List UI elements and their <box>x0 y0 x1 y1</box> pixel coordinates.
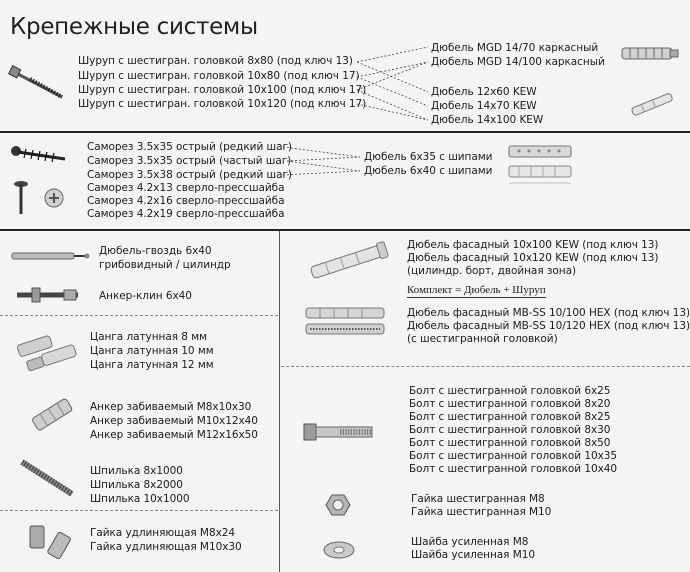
list-item: Болт с шестигранной головкой 6х25 <box>409 385 611 397</box>
list-item: грибовидный / цилиндр <box>99 259 231 271</box>
list-item: Гайка удлиняющая М10х30 <box>90 541 242 553</box>
hex-bolt-icon <box>300 421 376 443</box>
section-divider <box>0 315 278 316</box>
connector-lines <box>0 130 690 190</box>
list-item: Саморез 3.5х38 острый (редкий шаг) <box>87 169 292 181</box>
list-item: Саморез 3.5х35 острый (редкий шаг) <box>87 141 292 153</box>
list-item: Шуруп с шестигран. головкой 10х80 (под ключ 17) <box>78 70 360 82</box>
list-item: Цанга латунная 10 мм <box>90 345 214 357</box>
list-item: Шпилька 10х1000 <box>90 493 190 505</box>
threaded-rod-icon <box>18 458 76 498</box>
list-item: Саморез 4.2х19 сверло-прессшайба <box>87 208 285 220</box>
list-item: Цанга латунная 12 мм <box>90 359 214 371</box>
list-item: Болт с шестигранной головкой 10х35 <box>409 450 618 462</box>
list-item: Анкер забиваемый М10х12х40 <box>90 415 258 427</box>
wedge-anchor-icon <box>12 282 82 308</box>
list-item: Дюбель MGD 14/100 каркасный <box>431 56 605 68</box>
list-item: Дюбель-гвоздь 6х40 <box>99 245 212 257</box>
list-item: Шуруп с шестигран. головкой 8х80 (под ключ 13) <box>78 55 353 67</box>
list-item: Гайка шестигранная М8 <box>411 493 545 505</box>
list-item: Шайба усиленная М8 <box>411 536 529 548</box>
page-title: Крепежные системы <box>10 14 258 40</box>
list-item: Дюбель фасадный 10х100 KEW (под ключ 13) <box>407 239 659 251</box>
spiked-dowel-icon <box>505 142 580 190</box>
list-item: Дюбель 6х40 с шипами <box>364 165 493 177</box>
section-divider <box>0 229 690 231</box>
connector-lines <box>0 0 690 140</box>
list-item: Цанга латунная 8 мм <box>90 331 207 343</box>
column-divider <box>279 231 280 572</box>
list-item: Гайка удлиняющая М8х24 <box>90 527 235 539</box>
list-item: Шуруп с шестигран. головкой 10х100 (под ключ 17) <box>78 84 367 96</box>
list-item: Дюбель фасадный MB-SS 10/100 HEX (под ключ 13) <box>407 307 690 319</box>
list-item: Болт с шестигранной головкой 8х30 <box>409 424 611 436</box>
brass-collet-icon <box>14 330 84 372</box>
list-item: Анкер-клин 6х40 <box>99 290 192 302</box>
kit-note: Комплект = Дюбель + Шуруп <box>407 284 546 296</box>
section-divider <box>281 366 690 367</box>
list-item: Шуруп с шестигран. головкой 10х120 (под ключ 17) <box>78 98 367 110</box>
hex-nut-icon <box>325 493 351 517</box>
list-item: Саморез 4.2х13 сверло-прессшайба <box>87 182 285 194</box>
nail-dowel-icon <box>10 249 90 263</box>
list-item: Дюбель фасадный 10х120 KEW (под ключ 13) <box>407 252 659 264</box>
list-item: Шпилька 8х1000 <box>90 465 183 477</box>
list-item: Болт с шестигранной головкой 8х50 <box>409 437 611 449</box>
list-item: Дюбель 14х70 KEW <box>431 100 537 112</box>
list-item: Болт с шестигранной головкой 10х40 <box>409 463 618 475</box>
list-item: Дюбель 6х35 с шипами <box>364 151 493 163</box>
list-item: Шайба усиленная М10 <box>411 549 536 561</box>
list-item: Болт с шестигранной головкой 8х25 <box>409 411 611 423</box>
frame-dowel-icon <box>620 43 680 65</box>
list-item: Дюбель MGD 14/70 каркасный <box>431 42 599 54</box>
extension-nut-icon <box>26 522 76 562</box>
list-item: Шпилька 8х2000 <box>90 479 183 491</box>
list-item: Гайка шестигранная М10 <box>411 506 552 518</box>
list-item: Саморез 4.2х16 сверло-прессшайба <box>87 195 285 207</box>
washer-icon <box>322 540 356 560</box>
list-item: Дюбель 12х60 KEW <box>431 86 537 98</box>
list-item: (цилиндр. борт, двойная зона) <box>407 265 577 277</box>
list-item: Анкер забиваемый М8х10х30 <box>90 401 252 413</box>
facade-dowel-icon <box>304 243 394 279</box>
list-item: Дюбель 14х100 KEW <box>431 114 544 126</box>
list-item: (с шестигранной головкой) <box>407 333 558 345</box>
list-item: Анкер забиваемый М12х16х50 <box>90 429 258 441</box>
list-item: Саморез 3.5х35 острый (частый шаг) <box>87 155 292 167</box>
facade-dowel-icon <box>300 304 392 340</box>
drive-anchor-icon <box>28 397 78 431</box>
kew-dowel-icon <box>628 90 678 118</box>
section-divider <box>0 510 278 511</box>
list-item: Болт с шестигранной головкой 8х20 <box>409 398 611 410</box>
list-item: Дюбель фасадный MB-SS 10/120 HEX (под ключ 13) <box>407 320 690 332</box>
